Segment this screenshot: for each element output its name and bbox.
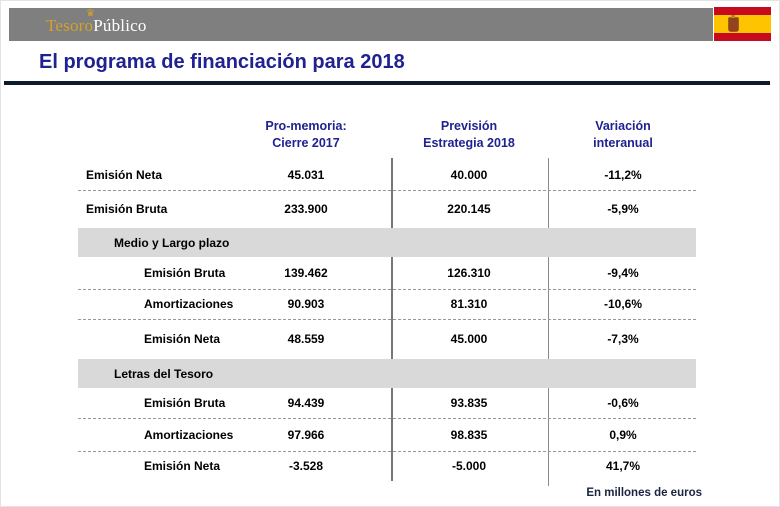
cell-cierre-2017: 48.559	[287, 332, 325, 346]
cell-variacion: -10,6%	[603, 297, 643, 311]
row-label: Emisión Neta	[144, 332, 221, 346]
cell-cierre-2017: 94.439	[287, 396, 325, 410]
cell-variacion: -5,9%	[607, 202, 639, 216]
cell-prevision-2018: 40.000	[450, 168, 488, 182]
table-row	[78, 257, 696, 290]
cell-cierre-2017: 139.462	[284, 266, 328, 280]
header-bar	[9, 8, 713, 41]
cell-prevision-2018: 93.835	[450, 396, 488, 410]
table-row	[78, 451, 696, 481]
spain-flag-icon	[714, 7, 771, 41]
cell-cierre-2017: 90.903	[287, 297, 325, 311]
flag-coat-of-arms-icon	[728, 17, 739, 32]
page-title: El programa de financiación para 2018	[39, 51, 405, 73]
column-header-line: Variación	[595, 119, 651, 133]
financing-table	[78, 109, 696, 489]
column-header-line: Estrategia 2018	[423, 136, 515, 150]
brand-name-publico: Público	[93, 16, 147, 35]
column-header-line: interanual	[593, 136, 653, 150]
brand-name-tesoro: Tesoro	[46, 16, 94, 35]
flag-stripe-red-top	[714, 7, 771, 15]
cell-cierre-2017: 233.900	[284, 202, 328, 216]
cell-variacion: -9,4%	[607, 266, 639, 280]
cell-variacion: -0,6%	[607, 396, 639, 410]
column-header-prevision-2018	[392, 114, 546, 156]
cell-cierre-2017: 45.031	[287, 168, 325, 182]
cell-prevision-2018: 220.145	[447, 202, 491, 216]
cell-prevision-2018: 126.310	[447, 266, 491, 280]
cell-variacion: 41,7%	[605, 459, 641, 473]
row-label: Emisión Bruta	[86, 202, 168, 216]
table-row	[78, 190, 696, 228]
section-label: Letras del Tesoro	[114, 366, 214, 381]
row-label: Emisión Bruta	[144, 266, 226, 280]
row-label: Amortizaciones	[144, 427, 234, 442]
row-label: Emisión Bruta	[144, 396, 226, 410]
column-header-cierre-2017	[220, 114, 392, 156]
cell-variacion: -7,3%	[607, 332, 639, 346]
title-underline-rule	[4, 81, 770, 85]
column-header-line: Cierre 2017	[272, 136, 340, 150]
table-row	[78, 319, 696, 359]
cell-prevision-2018: 81.310	[450, 297, 488, 311]
column-header-variacion	[548, 114, 698, 156]
column-header-line: Previsión	[440, 119, 498, 133]
table-row	[78, 388, 696, 419]
cell-cierre-2017: -3.528	[288, 459, 324, 473]
cell-variacion: -11,2%	[604, 168, 642, 182]
cell-variacion: 0,9%	[609, 427, 637, 442]
flag-stripe-yellow	[714, 15, 771, 33]
units-footnote: En millones de euros	[586, 487, 702, 499]
flag-stripe-red-bottom	[714, 33, 771, 41]
row-label: Amortizaciones	[144, 297, 234, 311]
cell-prevision-2018: 45.000	[450, 332, 488, 346]
cell-cierre-2017: 97.966	[287, 427, 325, 442]
section-label: Medio y Largo plazo	[114, 235, 230, 250]
table-row	[78, 160, 696, 191]
crown-icon: ♛	[86, 8, 96, 19]
section-header-letras-del-tesoro	[78, 359, 696, 388]
row-label: Emisión Neta	[86, 168, 163, 182]
table-row	[78, 418, 696, 452]
table-row	[78, 289, 696, 320]
row-label: Emisión Neta	[144, 459, 221, 473]
column-header-line: Pro-memoria:	[265, 119, 347, 133]
cell-prevision-2018: 98.835	[450, 427, 488, 442]
cell-prevision-2018: -5.000	[451, 459, 487, 473]
tesoro-publico-logo	[46, 8, 147, 41]
section-header-medio-y-largo-plazo	[78, 228, 696, 257]
